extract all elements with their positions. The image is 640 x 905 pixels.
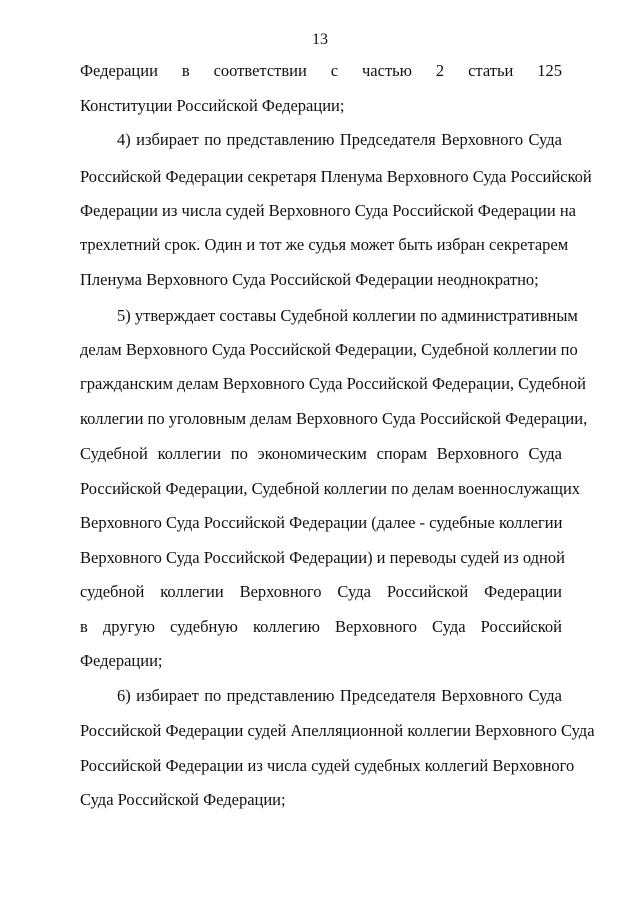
text-line: Федерации; [80, 651, 163, 670]
text-line: 5) утверждает составы Судебной коллегии по административным [117, 306, 578, 325]
text-line: Суда Российской Федерации; [80, 790, 286, 809]
text-line: Федерации в соответствии с частью 2 статьи 125 [80, 61, 562, 80]
page-number: 13 [312, 31, 328, 48]
text-line: Российской Федерации из числа судей судебных коллегий Верховного [80, 756, 575, 775]
text-line: Российской Федерации судей Апелляционной коллегии Верховного Суда [80, 721, 595, 740]
text-line: трехлетний срок. Один и тот же судья может быть избран секретарем [80, 235, 569, 254]
text-line: делам Верховного Суда Российской Федерации, Судебной коллегии по [80, 340, 578, 359]
text-line: гражданским делам Верховного Суда Российской Федерации, Судебной [80, 374, 587, 393]
text-line: Верховного Суда Российской Федерации) и переводы судей из одной [80, 548, 565, 567]
text-line: 6) избирает по представлению Председателя Верховного Суда [117, 686, 562, 705]
text-line: Конституции Российской Федерации; [80, 96, 345, 115]
text-line: в другую судебную коллегию Верховного Суда Российской [80, 617, 562, 636]
text-line: Федерации из числа судей Верховного Суда Российской Федерации на [80, 201, 576, 220]
text-line: Российской Федерации секретаря Пленума Верховного Суда Российской [80, 167, 592, 186]
text-line: Верховного Суда Российской Федерации (далее - судебные коллегии [80, 513, 563, 532]
text-line: Пленума Верховного Суда Российской Федерации неоднократно; [80, 270, 539, 289]
text-line: коллегии по уголовным делам Верховного Суда Российской Федерации, [80, 409, 588, 428]
text-line: судебной коллегии Верховного Суда Российской Федерации [80, 582, 562, 601]
text-line: Судебной коллегии по экономическим спорам Верховного Суда [80, 444, 562, 463]
text-line: 4) избирает по представлению Председателя Верховного Суда [117, 130, 562, 149]
text-line: Российской Федерации, Судебной коллегии по делам военнослужащих [80, 479, 581, 498]
